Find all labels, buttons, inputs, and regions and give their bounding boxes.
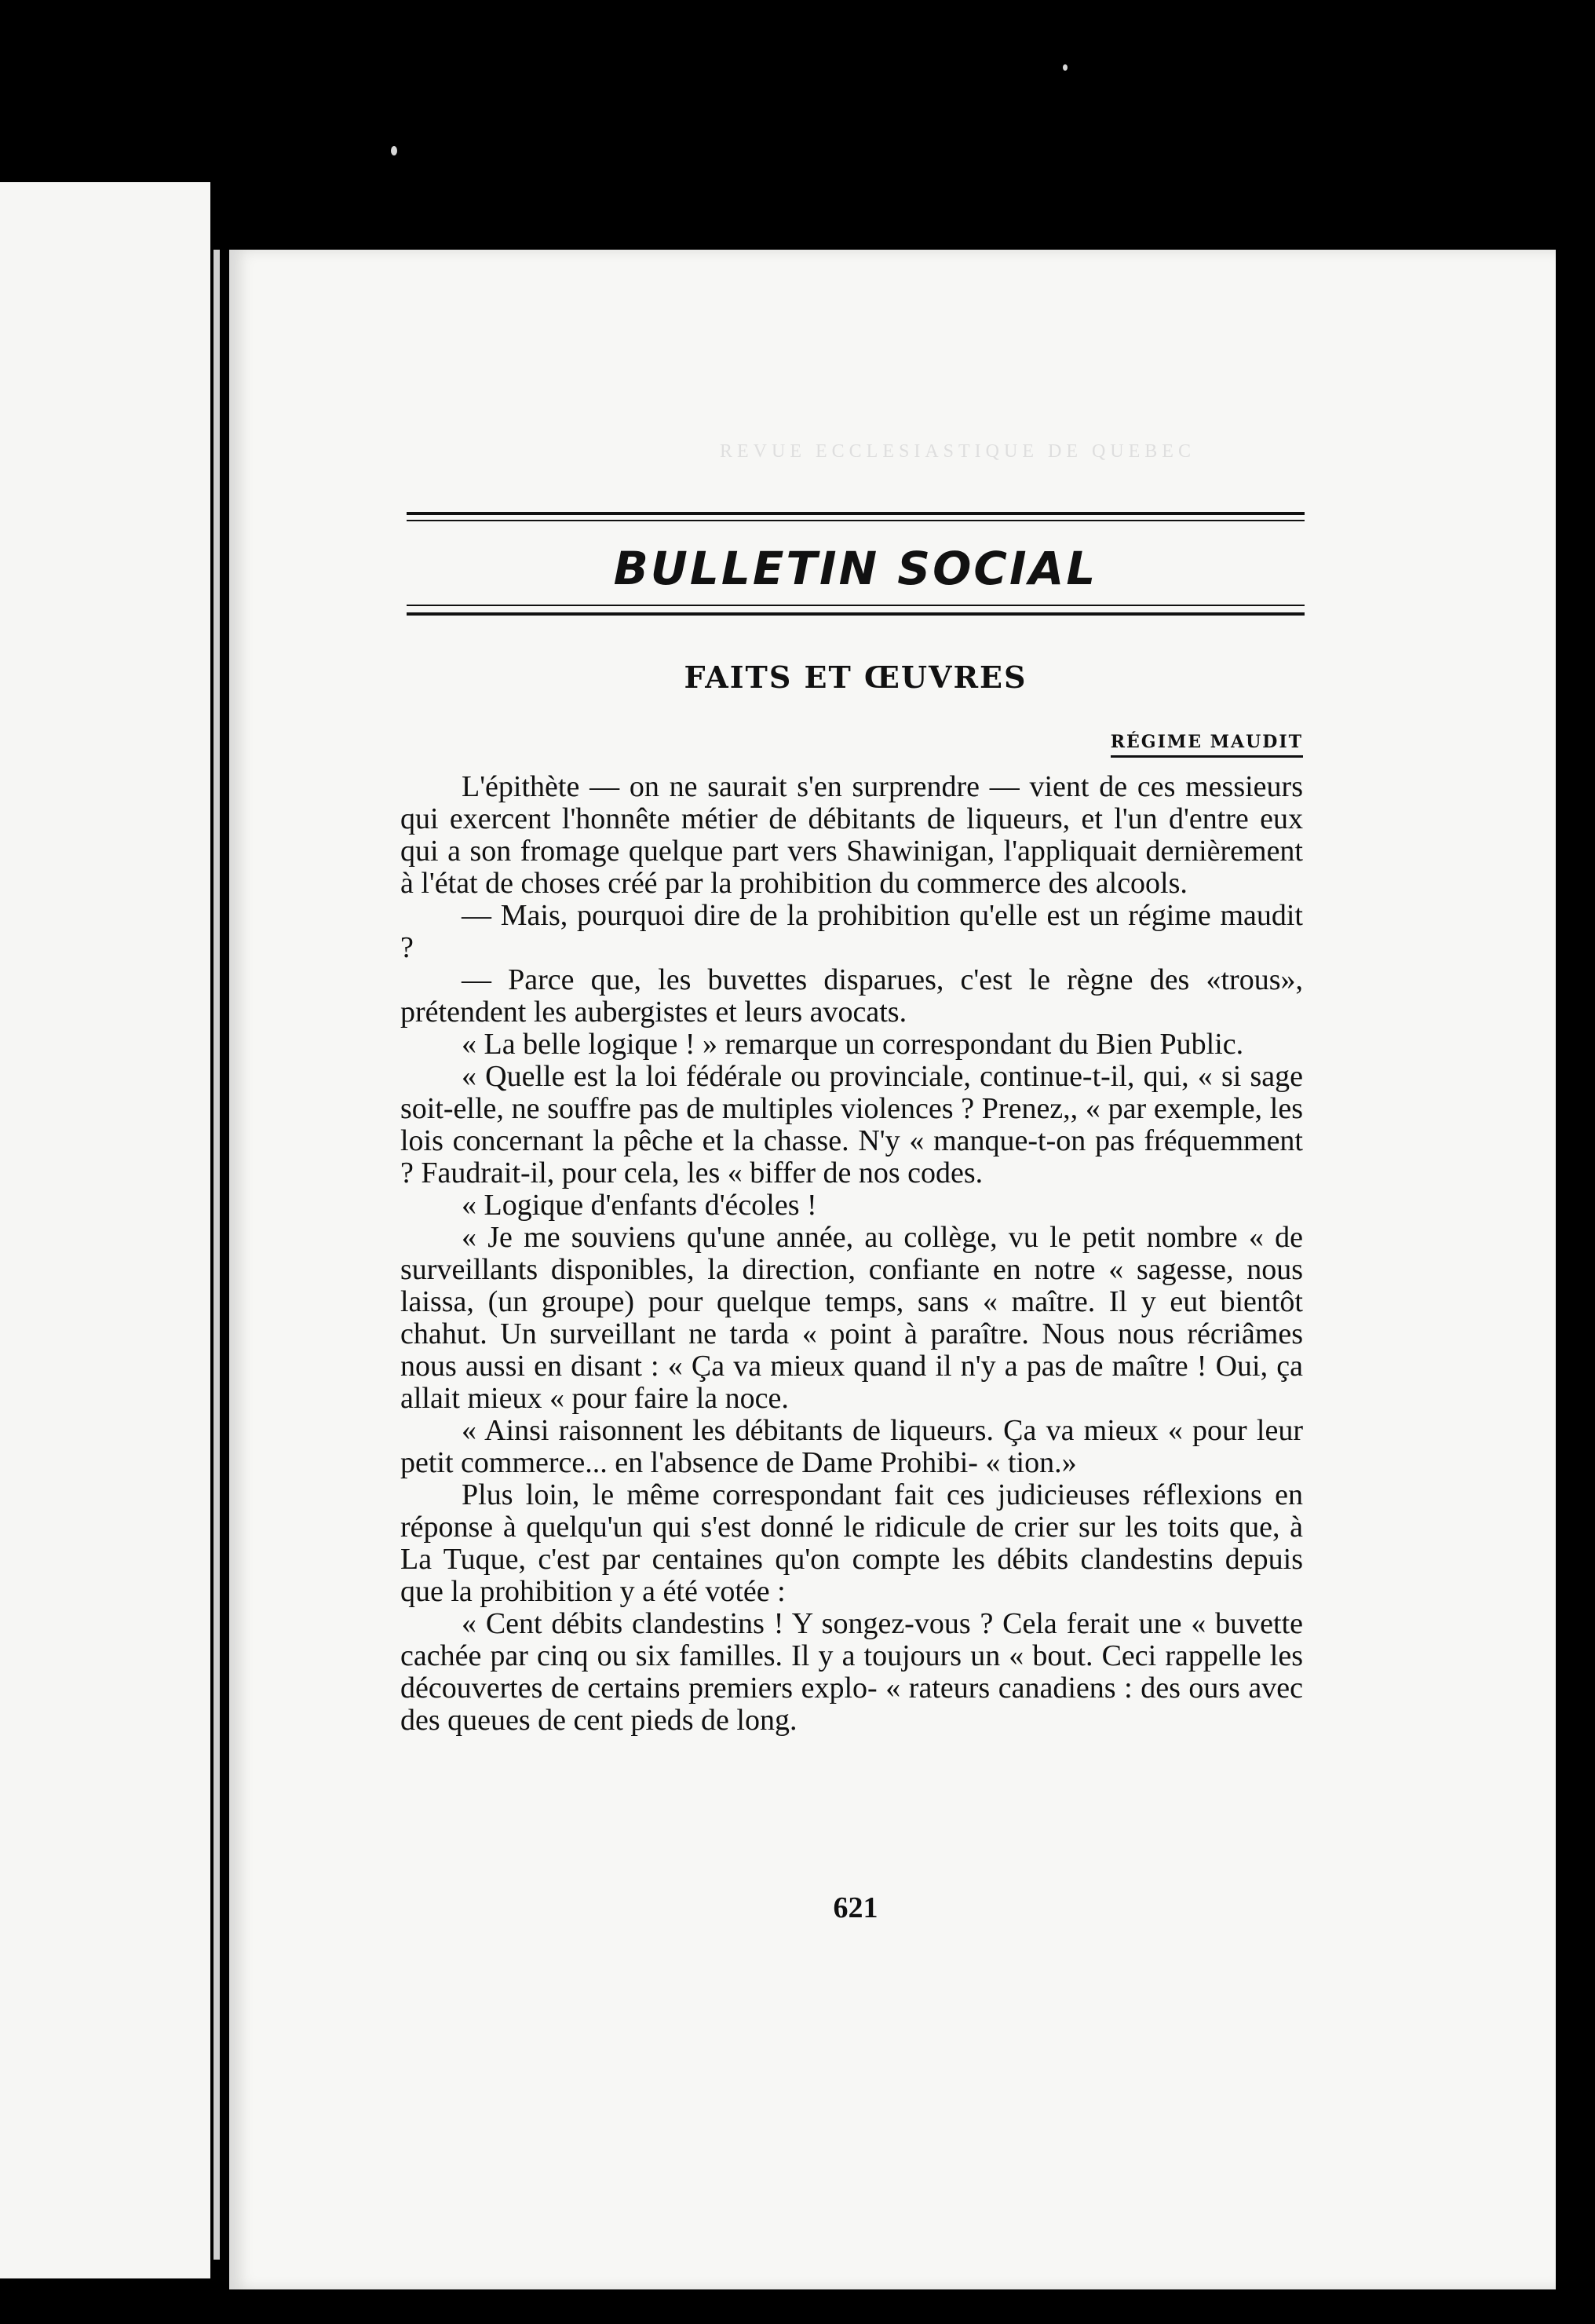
quote-paragraph: « Logique d'enfants d'écoles ! — [462, 1189, 817, 1222]
dust-speck — [1063, 64, 1068, 71]
page-title: BULLETIN SOCIAL — [613, 542, 1098, 595]
title-rule-top — [407, 512, 1305, 515]
running-head-bleedthrough: REVUE ECCLESIASTIQUE DE QUEBEC — [720, 441, 1195, 462]
dust-speck — [391, 146, 397, 155]
quote-paragraph: « Ainsi raisonnent les débitants de liqueurs. Ça va mieux « pour leur petit commerce... en l'absence de Dame Prohibi- « tion.» — [400, 1414, 1303, 1479]
paragraph: — Mais, pourquoi dire de la prohibition qu'elle est un régime maudit ? — [400, 899, 1303, 964]
article-title: RÉGIME MAUDIT — [1111, 732, 1303, 758]
paragraph: L'épithète — on ne saurait s'en surprendre — vient de ces messieurs qui exercent l'honnête métier de débitants de liqueurs, et l'un d'entre eux qui a son fromage quelque part vers Shawinigan, l'appliquait dernièrement à l'état de choses créé par la prohibition du commerce des alcools. — [400, 770, 1303, 900]
paragraph: Plus loin, le même correspondant fait ces judicieuses réflexions en réponse à quelqu'un qui s'est donné le ridicule de crier sur les toits que, à La Tuque, c'est par centaines qu'on compte les débits clandestins depuis que la prohibition y a été votée : — [400, 1478, 1303, 1608]
paragraph: — Parce que, les buvettes disparues, c'est le règne des «trous», prétendent les aubergistes et leurs avocats. — [400, 963, 1303, 1029]
section-heading: FAITS ET ŒUVRES — [684, 660, 1027, 695]
paragraph: « La belle logique ! » remarque un correspondant du Bien Public. — [462, 1028, 1244, 1061]
facing-page-left — [0, 182, 210, 2278]
article-body — [400, 771, 1303, 1737]
title-rule-top-thin — [407, 520, 1305, 521]
quote-paragraph: « Cent débits clandestins ! Y songez-vous ? Cela ferait une « buvette cachée par cinq ou six familles. Il y a toujours un « bout. Ceci rappelle les découvertes de certains premiers explo- « rateurs canadiens : des ours avec des queues de cent pieds de long. — [400, 1607, 1303, 1737]
title-rule-bottom-thin — [407, 605, 1305, 606]
page-number: 621 — [833, 1891, 878, 1924]
quote-paragraph: « Quelle est la loi fédérale ou provinciale, continue-t-il, qui, « si sage soit-elle, ne souffre pas de multiples violences ? Prenez,, « par exemple, les lois concernant la pêche et la chasse. N'y « manque-t-on pas fréquemment ? Faudrait-il, pour cela, les « biffer de nos codes. — [400, 1060, 1303, 1189]
quote-paragraph: « Je me souviens qu'une année, au collège, vu le petit nombre « de surveillants disponibles, la direction, confiante en notre « sagesse, nous laissa, (un groupe) pour quelque temps, sans « maître. Il y eut bientôt chahut. Un surveillant ne tarda « point à paraître. Nous nous récriâmes nous aussi en disant : « Ça va mieux quand il n'y a pas de maître ! Oui, ça allait mieux « pour faire la noce. — [400, 1221, 1303, 1415]
facing-page-edge — [214, 250, 220, 2260]
title-rule-bottom — [407, 612, 1305, 616]
